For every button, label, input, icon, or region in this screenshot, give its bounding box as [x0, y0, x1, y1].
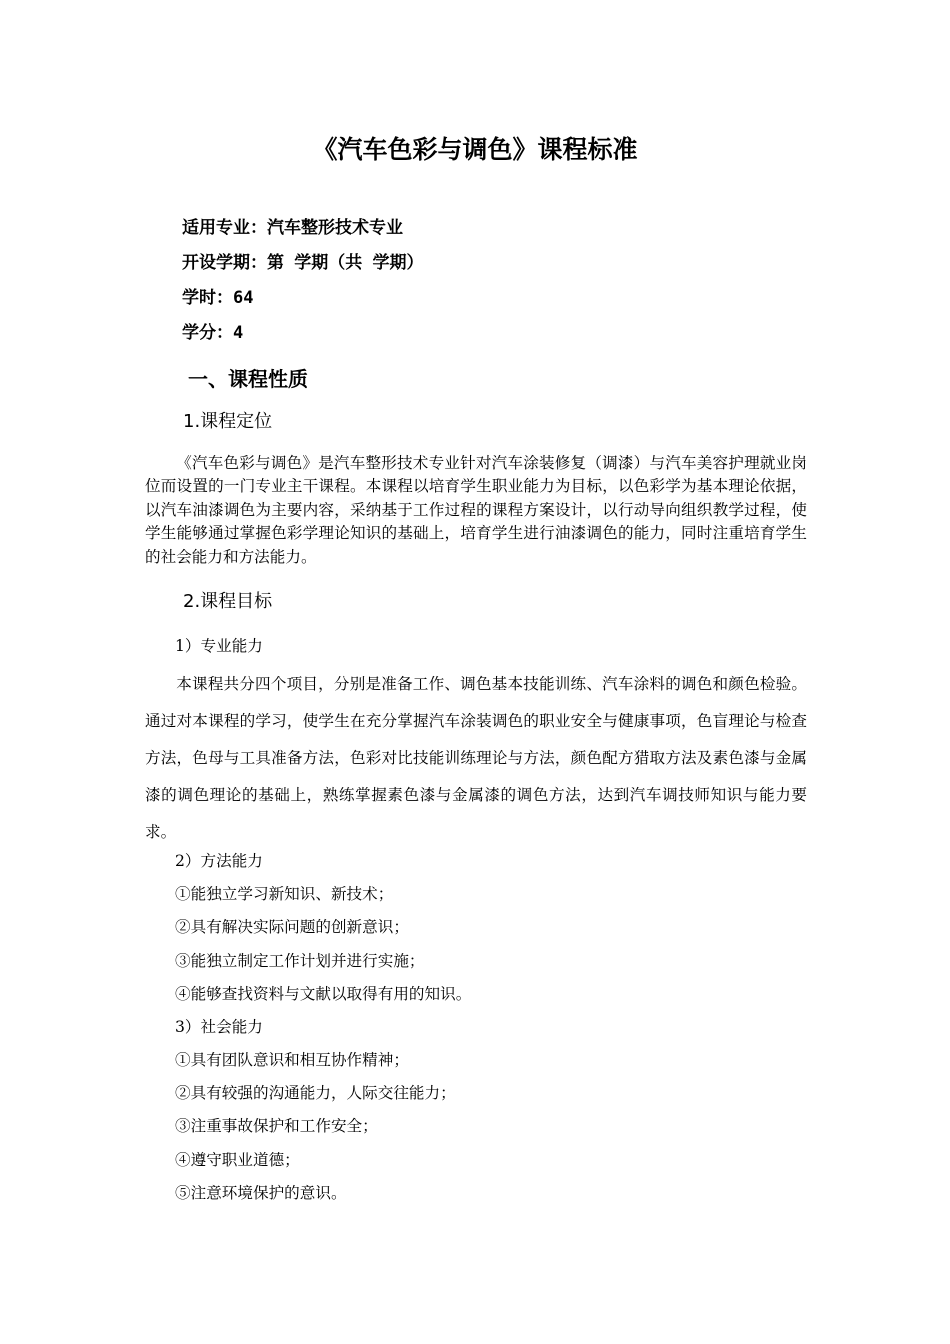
meta-semester: 开设学期：第 学期（共 学期） — [182, 253, 424, 273]
meta-major: 适用专业：汽车整形技术专业 — [182, 218, 403, 238]
social-item: ⑤注意环境保护的意识。 — [175, 1184, 347, 1202]
meta-credits: 学分：4 — [182, 323, 244, 343]
method-item: ①能独立学习新知识、新技术； — [175, 885, 394, 903]
social-item: ②具有较强的沟通能力，人际交往能力； — [175, 1084, 456, 1102]
method-item: ③能独立制定工作计划并进行实施； — [175, 952, 425, 970]
subheading-course-objectives: 2.课程目标 — [183, 591, 273, 612]
subheading-course-positioning: 1.课程定位 — [183, 411, 273, 432]
social-ability-label: 3）社会能力 — [175, 1018, 263, 1036]
professional-ability-label: 1）专业能力 — [175, 637, 263, 655]
professional-ability-paragraph: 本课程共分四个项目，分别是准备工作、调色基本技能训练、汽车涂料的调色和颜色检验。通过对本课程的学习，使学生在充分掌握汽车涂装调色的职业安全与健康事项，色盲理论与检查方法，色母与工具准备方法，色彩对比技能训练理论与方法，颜色配方猎取方法及素色漆与金属漆的调色理论的基础上，熟练掌握素色漆与金属漆的调色方法，达到汽车调技师知识与能力要求。 — [145, 675, 807, 841]
document-title: 《汽车色彩与调色》课程标准 — [312, 135, 638, 164]
social-item: ④遵守职业道德； — [175, 1151, 300, 1169]
method-item: ④能够查找资料与文献以取得有用的知识。 — [175, 985, 472, 1003]
section-heading-course-nature: 一、课程性质 — [188, 367, 308, 391]
method-ability-label: 2）方法能力 — [175, 852, 263, 870]
method-item: ②具有解决实际问题的创新意识； — [175, 918, 409, 936]
social-item: ③注重事故保护和工作安全； — [175, 1117, 378, 1135]
course-positioning-paragraph: 《汽车色彩与调色》是汽车整形技术专业针对汽车涂装修复（调漆）与汽车美容护理就业岗位而设置的一门专业主干课程。本课程以培育学生职业能力为目标，以色彩学为基本理论依据，以汽车油漆调色为主要内容，采纳基于工作过程的课程方案设计，以行动导向组织教学过程，使学生能够通过掌握色彩学理论知识的基础上，培育学生进行油漆调色的能力，同时注重培育学生的社会能力和方法能力。 — [145, 454, 807, 566]
social-item: ①具有团队意识和相互协作精神； — [175, 1051, 409, 1069]
meta-hours: 学时：64 — [182, 288, 254, 308]
